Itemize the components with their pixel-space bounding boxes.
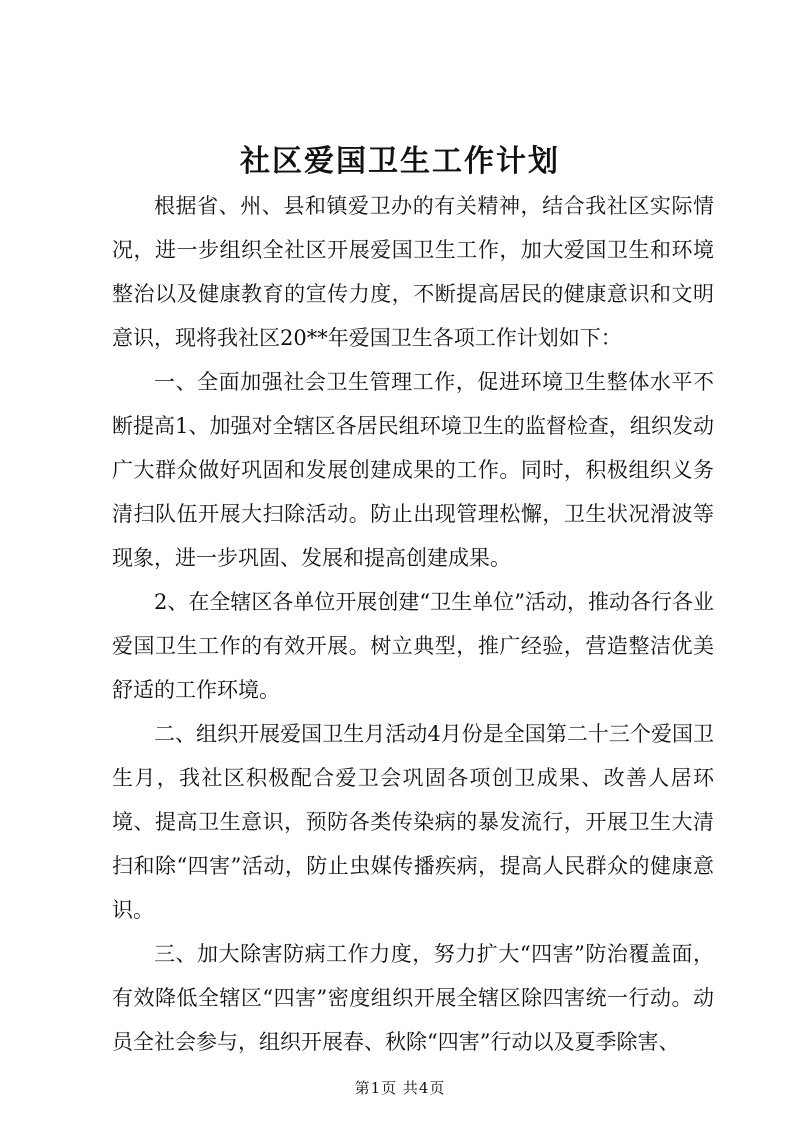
paragraph-intro: 根据省、州、县和镇爱卫办的有关精神，结合我社区实际情况，进一步组织全社区开展爱国卫生工作，加大爱国卫生和环境整治以及健康教育的宣传力度，不断提高居民的健康意识和文明意识，现将我社区20**年爱国卫生各项工作计划如下： bbox=[112, 194, 714, 350]
paragraph-section-two: 二、组织开展爱国卫生月活动4月份是全国第二十三个爱国卫生月，我社区积极配合爱卫会巩固各项创卫成果、改善人居环境、提高卫生意识，预防各类传染病的暴发流行，开展卫生大清扫和除“四害”活动，防止虫媒传播疾病，提高人民群众的健康意识。 bbox=[112, 722, 714, 922]
document-title: 社区爱国卫生工作计划 bbox=[240, 144, 560, 179]
page-number-footer: 第1页 共4页 bbox=[354, 1079, 446, 1097]
paragraph-item-two: 2、在全辖区各单位开展创建“卫生单位”活动，推动各行各业爱国卫生工作的有效开展。树立典型，推广经验，营造整洁优美舒适的工作环境。 bbox=[112, 590, 714, 702]
paragraph-section-three: 三、加大除害防病工作力度，努力扩大“四害”防治覆盖面，有效降低全辖区“四害”密度组织开展全辖区除四害统一行动。动员全社会参与，组织开展春、秋除“四害”行动以及夏季除害、 bbox=[112, 942, 714, 1054]
document-body bbox=[112, 184, 714, 1064]
paragraph-section-one: 一、全面加强社会卫生管理工作，促进环境卫生整体水平不断提高1、加强对全辖区各居民组环境卫生的监督检查，组织发动广大群众做好巩固和发展创建成果的工作。同时，积极组织义务清扫队伍开展大扫除活动。防止出现管理松懈，卫生状况滑波等现象，进一步巩固、发展和提高创建成果。 bbox=[112, 370, 714, 570]
